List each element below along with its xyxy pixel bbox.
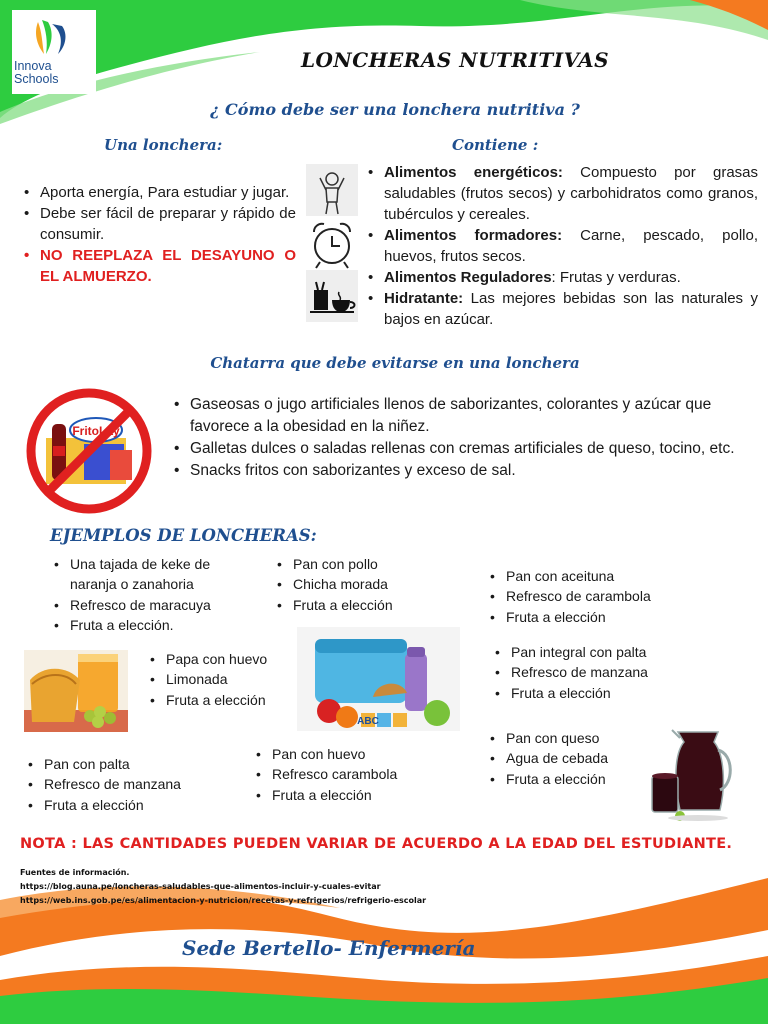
logo-mark-icon <box>12 10 96 60</box>
example-lunchbox-6 <box>28 754 248 815</box>
example-lunchbox-7 <box>256 744 456 805</box>
list-item: • Refresco de manzana <box>28 774 248 794</box>
list-item: • Pan con aceituna <box>490 566 720 586</box>
list-item: • Refresco carambola <box>256 764 456 784</box>
list-item: • Pan con pollo <box>277 554 457 574</box>
list-item: • Aporta energía, Para estudiar y jugar. <box>24 182 296 203</box>
list-item: • Fruta a elección <box>150 690 290 710</box>
list-item: • Pan integral con palta <box>495 642 735 662</box>
list-item: • Fruta a elección <box>490 769 650 789</box>
source-link[interactable]: https://blog.auna.pe/loncheras-saludables-que-alimentos-incluir-y-cuales-evitar <box>20 882 381 891</box>
sources-label: Fuentes de información. <box>20 868 130 877</box>
item-term: Hidratante: <box>384 290 464 307</box>
example-lunchbox-8 <box>490 728 650 789</box>
sources-block <box>20 866 426 908</box>
item-desc: Carne, pescado, pollo, huevos, frutos secos. <box>384 227 758 265</box>
left-column-heading: Una lonchera: <box>104 136 223 154</box>
page-title: LONCHERAS NUTRITIVAS <box>300 48 610 72</box>
brand-label: FritoLay <box>72 424 120 438</box>
example-lunchbox-2 <box>277 554 457 615</box>
list-item: • Gaseosas o jugo artificiales llenos de saborizantes, colorantes y azúcar que favorece a la obesidad en la niñez. <box>174 394 746 438</box>
right-column-heading: Contiene : <box>452 136 539 154</box>
abc-blocks-label: ABC <box>357 716 379 727</box>
logo-line1: Innova <box>14 59 52 73</box>
innova-schools-logo <box>12 10 96 94</box>
lunchbox-image <box>297 627 460 731</box>
alarm-clock-icon <box>306 218 358 270</box>
example-lunchbox-1 <box>54 554 254 635</box>
list-item: • Snacks fritos con saborizantes y exceso de sal. <box>174 460 746 482</box>
lonchera-characteristics-list <box>24 182 296 287</box>
no-junk-food-image <box>24 386 154 516</box>
breakfast-food-icon <box>306 270 358 322</box>
list-item: • Refresco de carambola <box>490 586 720 606</box>
chicha-morada-image <box>648 724 740 824</box>
list-item: • Una tajada de keke de naranja o zanahoria <box>54 554 254 595</box>
item-term: Alimentos formadores: <box>384 227 563 244</box>
lonchera-contents-list <box>368 162 758 330</box>
list-item: • Debe ser fácil de preparar y rápido de consumir. <box>24 203 296 245</box>
item-term: Alimentos Reguladores <box>384 269 552 286</box>
junk-food-list <box>174 394 746 482</box>
example-lunchbox-4 <box>150 649 290 710</box>
list-item <box>368 162 758 225</box>
list-item: • Refresco de manzana <box>495 662 735 682</box>
list-item: • Chicha morada <box>277 574 457 594</box>
note-text: NOTA : LAS CANTIDADES PUEDEN VARIAR DE ACUERDO A LA EDAD DEL ESTUDIANTE. <box>20 836 733 852</box>
example-lunchbox-3 <box>490 566 720 627</box>
question-heading: ¿ Cómo debe ser una lonchera nutritiva ? <box>210 100 580 119</box>
list-item: • Fruta a elección. <box>54 615 254 635</box>
list-item: • Fruta a elección <box>256 785 456 805</box>
list-item: • Fruta a elección <box>28 795 248 815</box>
list-item-warning: • NO REEPLAZA EL DESAYUNO O EL ALMUERZO. <box>24 245 296 287</box>
list-item: • Pan con huevo <box>256 744 456 764</box>
list-item: • Pan con palta <box>28 754 248 774</box>
cake-and-juice-image <box>24 650 128 732</box>
list-item: • Fruta a elección <box>490 607 720 627</box>
source-link[interactable]: https://web.ins.gob.pe/es/alimentacion-y-nutricion/recetas-y-refrigerios/refrigerio-escolar <box>20 896 427 905</box>
footer-title: Sede Bertello- Enfermería <box>182 936 476 960</box>
example-lunchbox-5 <box>495 642 735 703</box>
item-desc: : Frutas y verduras. <box>551 269 681 286</box>
list-item: • Refresco de maracuya <box>54 595 254 615</box>
list-item: • Fruta a elección <box>495 683 735 703</box>
list-item: • Papa con huevo <box>150 649 290 669</box>
examples-heading: EJEMPLOS DE LONCHERAS: <box>50 526 317 545</box>
list-item: • Pan con queso <box>490 728 650 748</box>
list-item <box>368 267 758 288</box>
item-desc: Las mejores bebidas son las naturales y bajos en azúcar. <box>384 290 758 328</box>
item-desc: Compuesto por grasas saludables (frutos secos) y carbohidratos como granos, tubérculos y cereales. <box>384 164 759 223</box>
list-item: • Fruta a elección <box>277 595 457 615</box>
child-stretching-icon <box>306 164 358 216</box>
list-item <box>368 225 758 267</box>
junk-food-heading: Chatarra que debe evitarse en una lonchera <box>210 354 580 372</box>
logo-line2: Schools <box>14 72 59 86</box>
list-item: • Agua de cebada <box>490 748 650 768</box>
list-item: • Galletas dulces o saladas rellenas con cremas artificiales de queso, tocino, etc. <box>174 438 746 460</box>
list-item: • Limonada <box>150 669 290 689</box>
list-item <box>368 288 758 330</box>
item-term: Alimentos energéticos: <box>384 164 563 181</box>
